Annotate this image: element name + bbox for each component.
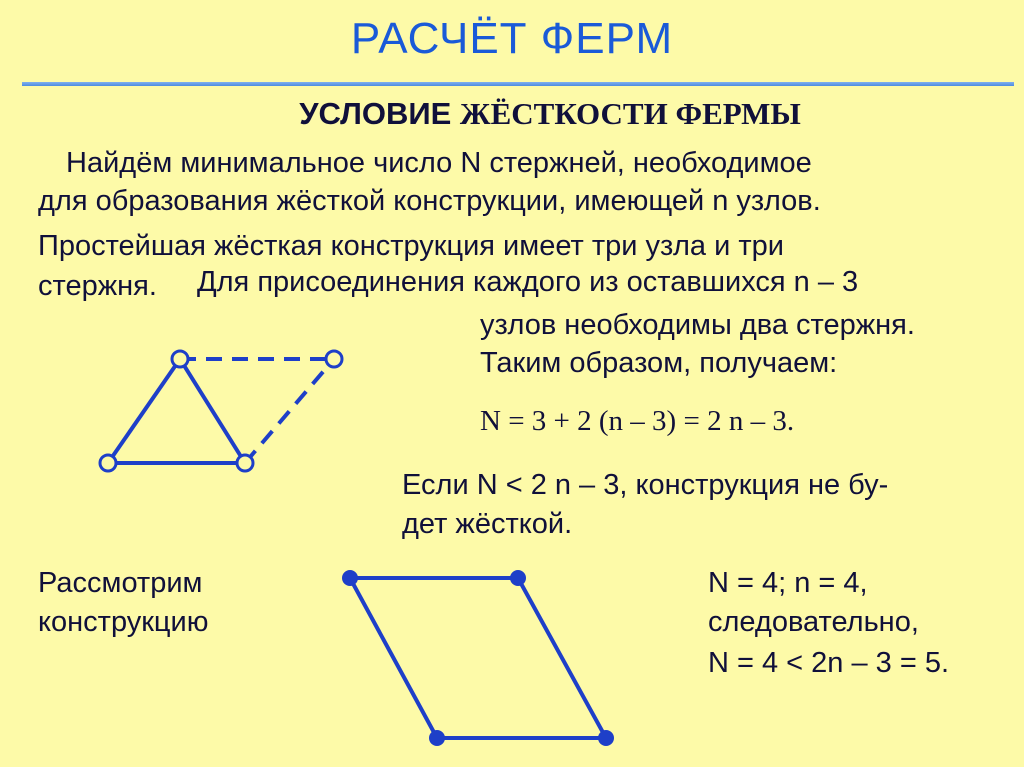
paragraph-line-5: узлов необходимы два стержня.: [480, 309, 915, 341]
node-solid-bottom-right: [598, 730, 614, 746]
node-solid-top-right: [510, 570, 526, 586]
node-open-bottom-left: [100, 455, 116, 471]
consider-line-2: конструкцию: [38, 606, 209, 638]
paragraph-line-3: Простейшая жёсткая конструкция имеет три узла и три: [38, 230, 784, 262]
consider-line-1: Рассмотрим: [38, 567, 203, 599]
node-open-top-right: [326, 351, 342, 367]
subtitle-part-1: УСЛОВИЕ: [299, 96, 460, 131]
node-solid-bottom-left: [429, 730, 445, 746]
result-line-3: N = 4 < 2n – 3 = 5.: [708, 647, 950, 679]
bar-left: [350, 578, 437, 738]
truss-formula: N = 3 + 2 (n – 3) = 2 n – 3.: [480, 405, 795, 437]
added-bar-diagonal-dashed: [245, 359, 334, 463]
paragraph-line-4b: Для присоединения каждого из оставшихся n – 3: [197, 266, 859, 298]
paragraph-line-4a: стержня.: [38, 270, 157, 302]
truss-bar-right: [180, 359, 245, 463]
result-line-1: N = 4; n = 4,: [708, 567, 868, 599]
triangle-truss-diagram: [100, 351, 342, 471]
node-open-top-left: [172, 351, 188, 367]
condition-line-2: дет жёсткой.: [402, 508, 573, 540]
result-line-2: следовательно,: [708, 606, 919, 638]
paragraph-line-2: для образования жёсткой конструкции, имеющей n узлов.: [38, 185, 821, 217]
truss-bar-left: [108, 359, 180, 463]
slide-title: РАСЧЁТ ФЕРМ: [350, 14, 674, 63]
paragraph-line-6: Таким образом, получаем:: [480, 347, 838, 379]
paragraph-line-1: Найдём минимальное число N стержней, необходимое: [66, 147, 812, 179]
bar-right: [518, 578, 606, 738]
node-open-bottom-right: [237, 455, 253, 471]
subtitle-part-2: ЖЁСТКОСТИ ФЕРМЫ: [459, 96, 801, 131]
parallelogram-truss-diagram: [342, 570, 614, 746]
condition-line-1: Если N < 2 n – 3, конструкция не бу-: [402, 469, 889, 501]
node-solid-top-left: [342, 570, 358, 586]
